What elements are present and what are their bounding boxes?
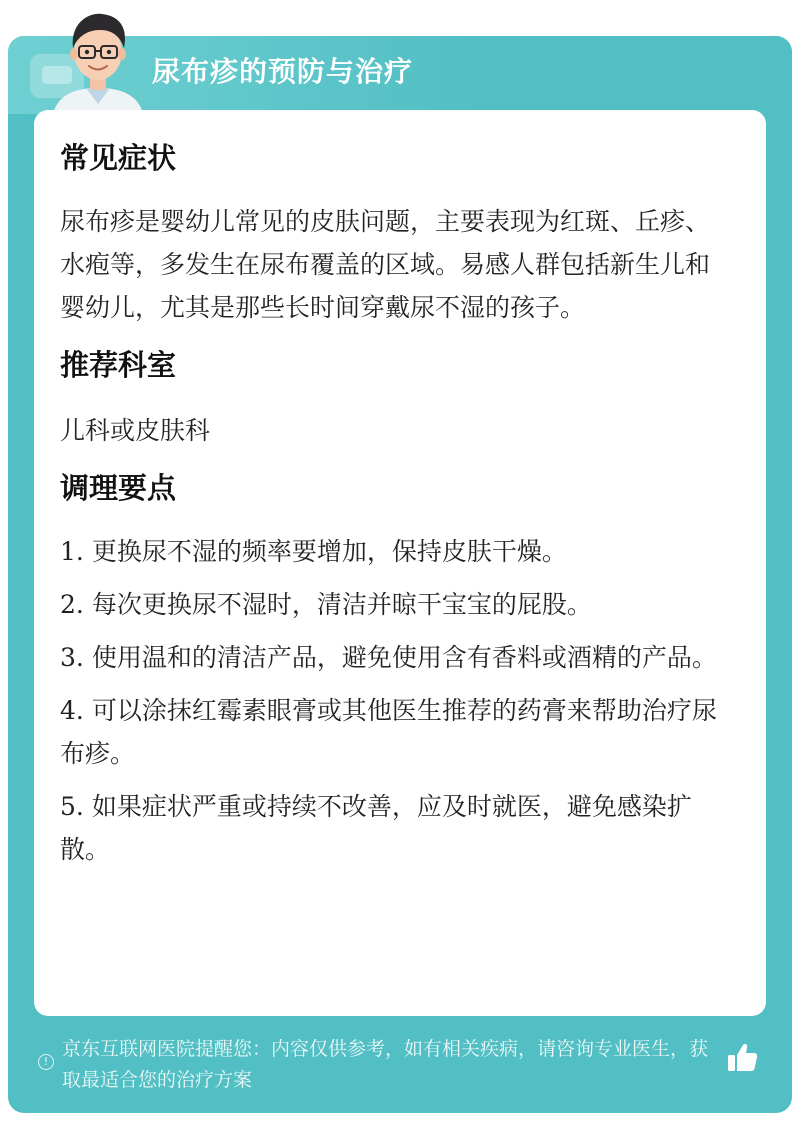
list-item-text: 可以涂抹红霉素眼膏或其他医生推荐的药膏来帮助治疗尿布疹。 [60,696,717,768]
list-item-number: 3. [60,643,84,672]
list-item [60,785,730,871]
section-title-department: 推荐科室 [60,348,177,382]
list-item-text: 更换尿不湿的频率要增加，保持皮肤干燥。 [91,537,567,566]
list-item-number: 4. [60,696,84,725]
page-title: 尿布疹的预防与治疗 [152,55,414,88]
list-item [60,530,730,573]
list-item-number: 5. [60,792,84,821]
footer-disclaimer: 京东互联网医院提醒您：内容仅供参考，如有相关疾病，请咨询专业医生，获取最适合您的治疗方案 [62,1038,709,1091]
list-item-number: 1. [60,537,84,566]
list-item-number: 2. [60,590,84,619]
info-icon: ! [38,1054,54,1070]
care-list [60,530,730,871]
section-body-symptoms: 尿布疹是婴幼儿常见的皮肤问题，主要表现为红斑、丘疹、水疱等，多发生在尿布覆盖的区域。易感人群包括新生儿和婴幼儿，尤其是那些长时间穿戴尿不湿的孩子。 [60,207,711,322]
list-item-text: 使用温和的清洁产品，避免使用含有香料或酒精的产品。 [91,643,717,672]
list-item [60,583,730,626]
list-item-text: 每次更换尿不湿时，清洁并晾干宝宝的屁股。 [91,590,592,619]
thumbs-up-icon[interactable] [724,1040,760,1076]
list-item [60,689,730,775]
section-title-symptoms: 常见症状 [60,141,177,175]
list-item-text: 如果症状严重或持续不改善，应及时就医，避免感染扩散。 [60,792,692,864]
content-inner [60,138,730,871]
content-panel [34,110,766,1016]
section-title-care: 调理要点 [60,471,177,505]
doctor-avatar-icon [46,8,150,118]
section-body-department: 儿科或皮肤科 [60,416,211,445]
list-item [60,636,730,679]
